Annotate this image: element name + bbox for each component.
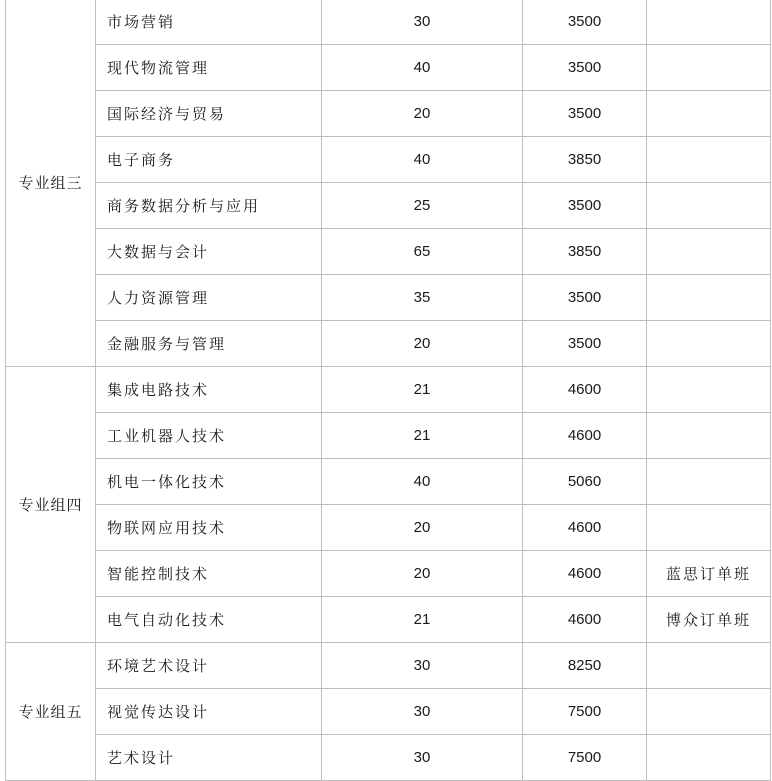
table-row	[6, 413, 771, 459]
quota-cell: 30	[322, 689, 523, 735]
quota-cell: 21	[322, 367, 523, 413]
major-name: 大数据与会计	[96, 229, 322, 275]
quota-cell: 25	[322, 183, 523, 229]
quota-cell: 65	[322, 229, 523, 275]
fee-cell: 4600	[523, 597, 647, 643]
table-row	[6, 45, 771, 91]
note-cell	[647, 689, 771, 735]
table-row	[6, 229, 771, 275]
note-cell	[647, 45, 771, 91]
fee-cell: 3500	[523, 45, 647, 91]
quota-cell: 21	[322, 597, 523, 643]
fee-cell: 3850	[523, 229, 647, 275]
table-row	[6, 0, 771, 45]
fee-cell: 3500	[523, 91, 647, 137]
table-row	[6, 597, 771, 643]
note-cell	[647, 505, 771, 551]
table-row	[6, 735, 771, 781]
note-cell	[647, 367, 771, 413]
note-cell	[647, 321, 771, 367]
major-name: 工业机器人技术	[96, 413, 322, 459]
group-label-5: 专业组五	[6, 643, 96, 781]
fee-cell: 4600	[523, 367, 647, 413]
table-row	[6, 367, 771, 413]
quota-cell: 20	[322, 551, 523, 597]
table-row	[6, 689, 771, 735]
major-name: 国际经济与贸易	[96, 91, 322, 137]
table-row	[6, 643, 771, 689]
note-cell: 博众订单班	[647, 597, 771, 643]
fee-cell: 4600	[523, 413, 647, 459]
note-cell	[647, 735, 771, 781]
fee-cell: 3850	[523, 137, 647, 183]
major-name: 艺术设计	[96, 735, 322, 781]
major-name: 集成电路技术	[96, 367, 322, 413]
quota-cell: 30	[322, 643, 523, 689]
quota-cell: 40	[322, 137, 523, 183]
quota-cell: 20	[322, 321, 523, 367]
note-cell	[647, 0, 771, 45]
fee-cell: 3500	[523, 183, 647, 229]
major-name: 商务数据分析与应用	[96, 183, 322, 229]
table-row	[6, 275, 771, 321]
enrollment-table	[5, 0, 771, 781]
fee-cell: 7500	[523, 735, 647, 781]
major-name: 电子商务	[96, 137, 322, 183]
quota-cell: 21	[322, 413, 523, 459]
note-cell	[647, 183, 771, 229]
note-cell	[647, 643, 771, 689]
major-name: 人力资源管理	[96, 275, 322, 321]
note-cell	[647, 137, 771, 183]
note-cell	[647, 91, 771, 137]
note-cell	[647, 229, 771, 275]
major-name: 物联网应用技术	[96, 505, 322, 551]
quota-cell: 35	[322, 275, 523, 321]
major-name: 市场营销	[96, 0, 322, 45]
table-row	[6, 183, 771, 229]
note-cell	[647, 275, 771, 321]
note-cell	[647, 413, 771, 459]
note-cell: 蓝思订单班	[647, 551, 771, 597]
group-label-4: 专业组四	[6, 367, 96, 643]
fee-cell: 5060	[523, 459, 647, 505]
quota-cell: 30	[322, 0, 523, 45]
fee-cell: 3500	[523, 0, 647, 45]
table-row	[6, 505, 771, 551]
fee-cell: 7500	[523, 689, 647, 735]
quota-cell: 40	[322, 459, 523, 505]
table-row	[6, 91, 771, 137]
fee-cell: 3500	[523, 321, 647, 367]
major-name: 环境艺术设计	[96, 643, 322, 689]
table-row	[6, 551, 771, 597]
note-cell	[647, 459, 771, 505]
major-name: 视觉传达设计	[96, 689, 322, 735]
major-name: 电气自动化技术	[96, 597, 322, 643]
fee-cell: 4600	[523, 505, 647, 551]
group-label-3: 专业组三	[6, 0, 96, 367]
major-name: 机电一体化技术	[96, 459, 322, 505]
quota-cell: 30	[322, 735, 523, 781]
table-row	[6, 321, 771, 367]
major-name: 现代物流管理	[96, 45, 322, 91]
fee-cell: 4600	[523, 551, 647, 597]
quota-cell: 40	[322, 45, 523, 91]
table-row	[6, 459, 771, 505]
table-row	[6, 137, 771, 183]
fee-cell: 8250	[523, 643, 647, 689]
fee-cell: 3500	[523, 275, 647, 321]
major-name: 智能控制技术	[96, 551, 322, 597]
quota-cell: 20	[322, 505, 523, 551]
major-name: 金融服务与管理	[96, 321, 322, 367]
quota-cell: 20	[322, 91, 523, 137]
